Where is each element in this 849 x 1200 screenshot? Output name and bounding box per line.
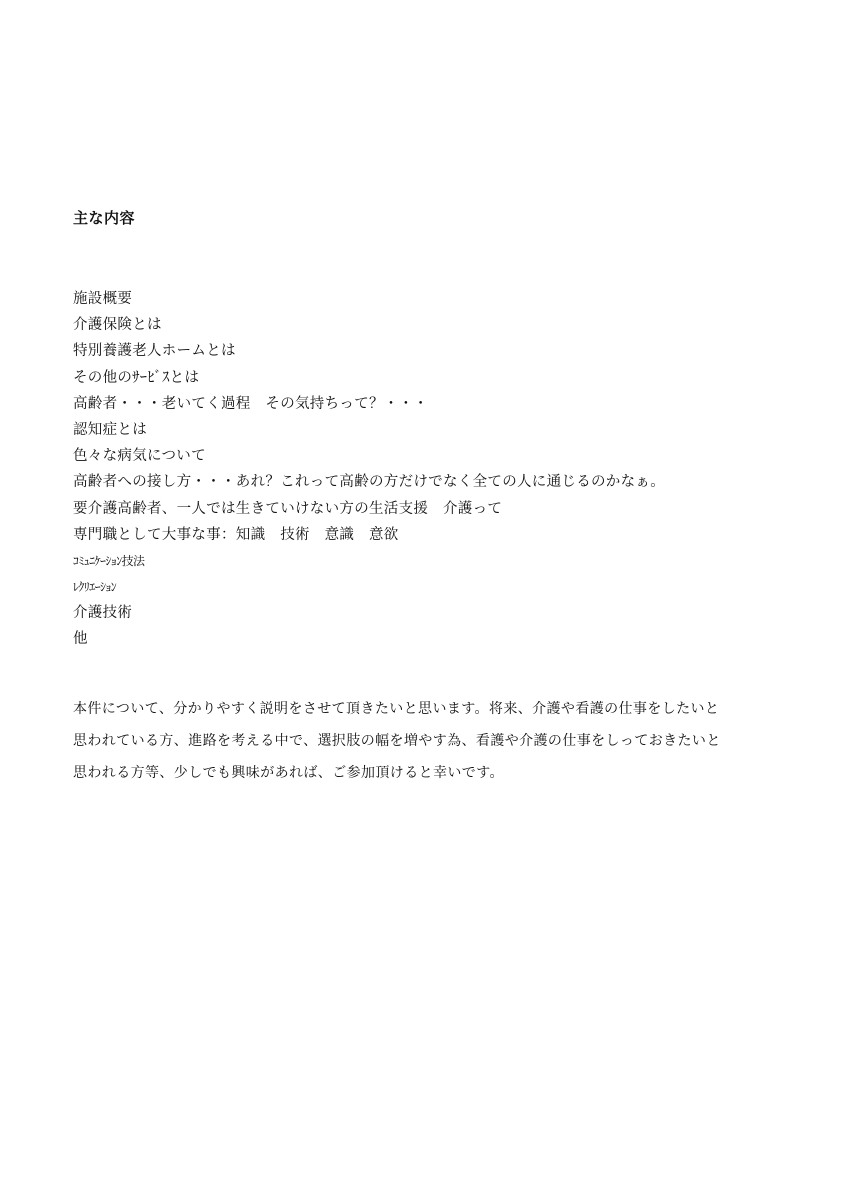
list-item: 他 <box>73 631 88 648</box>
paragraph-line: 本件について、分かりやすく説明をさせて頂きたいと思います。将来、介護や看護の仕事をしたいと <box>73 701 720 717</box>
list-item: 要介護高齢者、一人では生きていけない方の生活支援 介護って <box>73 500 503 517</box>
list-item: 介護技術 <box>73 605 133 622</box>
list-item: 施設概要 <box>73 291 133 307</box>
list-item: 専門職として大事な事：知識 技術 意識 意欲 <box>73 526 399 543</box>
list-item: 特別養護老人ホームとは <box>73 343 236 360</box>
paragraph-line: 思われる方等、少しでも興味があれば、ご参加頂けると幸いです。 <box>73 765 504 781</box>
list-item: ｺﾐｭﾆｹｰｼｮﾝ技法 <box>73 553 145 568</box>
contents-list <box>73 286 665 653</box>
list-item: その他のｻｰﾋﾞｽとは <box>73 369 200 386</box>
list-item: 色々な病気について <box>73 448 206 465</box>
list-item: 認知症とは <box>73 421 147 438</box>
list-item: 高齢者への接し方・・・あれ？これって高齢の方だけでなく全ての人に通じるのかなぁ。 <box>73 474 665 491</box>
section-heading: 主な内容 <box>73 209 136 227</box>
paragraph-line: 思われている方、進路を考える中で、選択肢の幅を増やす為、看護や介護の仕事をしっておきたいと <box>73 733 721 749</box>
list-item: ﾚｸﾘｴｰｼｮﾝ <box>73 580 117 595</box>
description-paragraph <box>73 693 773 789</box>
list-item: 介護保険とは <box>73 317 162 334</box>
list-item: 高齢者・・・老いてく過程 その気持ちって？・・・ <box>73 395 429 412</box>
